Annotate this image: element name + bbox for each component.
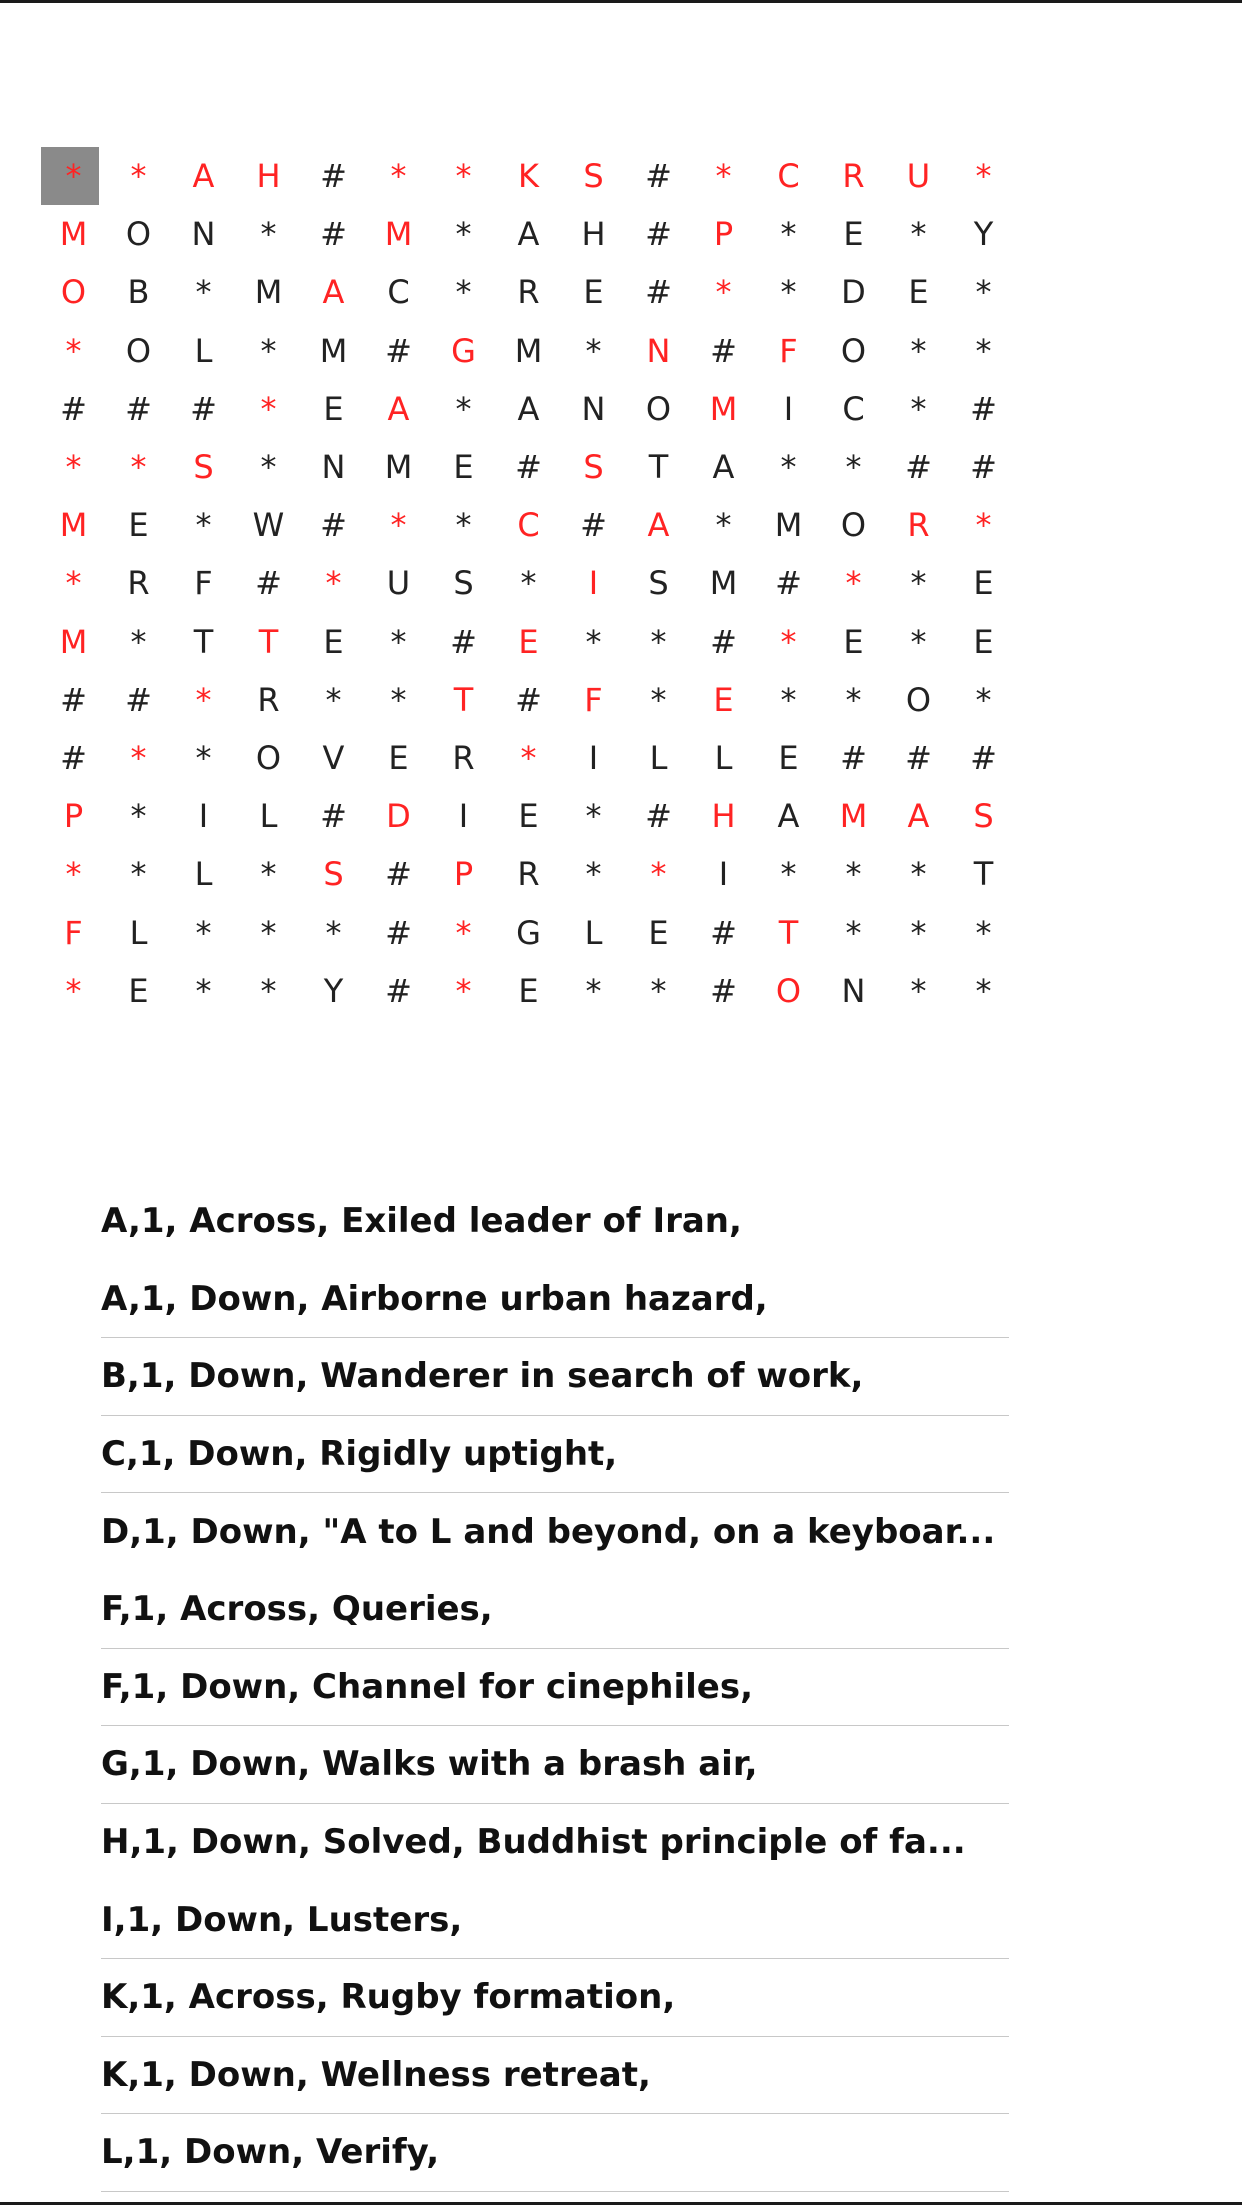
grid-cell[interactable]: A (777, 797, 800, 836)
grid-cell[interactable]: O (125, 331, 152, 370)
grid-cell[interactable]: * (650, 622, 667, 661)
crossword-grid[interactable] (41, 147, 1016, 1020)
clue-text: I,1, Down, Lusters, (101, 1899, 463, 1940)
grid-cell[interactable]: O (840, 506, 867, 545)
grid-cell[interactable]: # (905, 448, 932, 487)
grid-cell[interactable]: * (715, 157, 732, 196)
grid-cell[interactable]: M (59, 506, 88, 545)
grid-cell[interactable]: F (64, 913, 83, 952)
grid-cell[interactable]: S (973, 797, 994, 836)
grid-cell[interactable]: S (453, 564, 474, 603)
grid-cell[interactable]: T (453, 680, 474, 719)
clue-item[interactable] (101, 1804, 1009, 1882)
grid-cell[interactable]: * (130, 448, 147, 487)
grid-cell[interactable]: L (129, 913, 148, 952)
clue-text: F,1, Across, Queries, (101, 1589, 493, 1630)
grid-cell[interactable]: * (195, 273, 212, 312)
grid-cell[interactable]: T (778, 913, 799, 952)
grid-cell[interactable]: # (320, 215, 347, 254)
grid-cell[interactable]: # (320, 797, 347, 836)
clue-item[interactable] (101, 1183, 1009, 1261)
clue-item[interactable] (101, 2037, 1009, 2115)
grid-cell[interactable]: R (842, 157, 865, 196)
grid-cell[interactable]: * (195, 738, 212, 777)
grid-cell[interactable]: # (645, 273, 672, 312)
grid-cell[interactable]: * (455, 389, 472, 428)
clue-item[interactable] (101, 1959, 1009, 2037)
grid-cell[interactable]: U (386, 564, 411, 603)
grid-cell[interactable]: # (320, 506, 347, 545)
clue-text: K,1, Down, Wellness retreat, (101, 2054, 651, 2095)
grid-cell[interactable]: I (458, 797, 469, 836)
grid-cell[interactable]: H (711, 797, 736, 836)
grid-cell[interactable]: E (518, 971, 539, 1010)
grid-cell[interactable]: * (975, 913, 992, 952)
grid-cell[interactable]: * (845, 913, 862, 952)
grid-cell[interactable]: I (783, 389, 794, 428)
grid-cell[interactable]: L (649, 738, 668, 777)
grid-cell[interactable]: O (645, 389, 672, 428)
clue-text: L,1, Down, Verify, (101, 2132, 440, 2173)
grid-cell[interactable]: * (975, 331, 992, 370)
grid-cell[interactable]: * (195, 913, 212, 952)
grid-cell[interactable]: # (515, 448, 542, 487)
grid-cell[interactable]: D (386, 797, 411, 836)
grid-cell[interactable]: # (320, 157, 347, 196)
clue-item[interactable] (101, 1493, 1009, 1571)
grid-cell[interactable]: * (910, 622, 927, 661)
grid-cell[interactable]: Y (973, 215, 994, 254)
grid-cell[interactable]: # (970, 448, 997, 487)
clue-item[interactable] (101, 1261, 1009, 1339)
grid-cell[interactable]: H (581, 215, 606, 254)
grid-cell[interactable]: E (323, 389, 344, 428)
grid-cell[interactable]: M (774, 506, 803, 545)
grid-cell[interactable]: L (584, 913, 603, 952)
grid-cell[interactable]: * (585, 855, 602, 894)
grid-cell[interactable]: # (125, 680, 152, 719)
grid-cell[interactable]: # (125, 389, 152, 428)
grid-cell[interactable]: * (260, 331, 277, 370)
grid-cell[interactable]: # (385, 331, 412, 370)
grid-cell[interactable]: N (646, 331, 671, 370)
grid-cell[interactable]: Y (323, 971, 344, 1010)
grid-cell[interactable]: M (709, 564, 738, 603)
grid-cell[interactable]: * (780, 855, 797, 894)
grid-cell[interactable]: # (60, 680, 87, 719)
grid-cell[interactable]: # (385, 855, 412, 894)
grid-cell[interactable]: F (194, 564, 213, 603)
clue-text: G,1, Down, Walks with a brash air, (101, 1744, 758, 1785)
grid-cell[interactable]: T (193, 622, 214, 661)
grid-cell[interactable]: * (65, 448, 82, 487)
clue-text: B,1, Down, Wanderer in search of work, (101, 1356, 864, 1397)
clue-item[interactable] (101, 1649, 1009, 1727)
grid-cell[interactable]: C (777, 157, 800, 196)
clue-item[interactable] (101, 1881, 1009, 1959)
grid-cell[interactable]: E (778, 738, 799, 777)
grid-cell[interactable]: S (583, 157, 604, 196)
grid-cell[interactable]: * (260, 215, 277, 254)
grid-cell[interactable]: N (321, 448, 346, 487)
clue-text: A,1, Down, Airborne urban hazard, (101, 1278, 768, 1319)
grid-cell[interactable]: * (780, 215, 797, 254)
grid-cell[interactable]: E (518, 797, 539, 836)
clue-item[interactable] (101, 1416, 1009, 1494)
grid-cell[interactable]: N (581, 389, 606, 428)
grid-cell[interactable]: * (650, 971, 667, 1010)
grid-cell[interactable]: I (588, 564, 599, 603)
grid-cell[interactable]: S (583, 448, 604, 487)
grid-cell[interactable]: * (910, 913, 927, 952)
grid-cell[interactable]: * (650, 680, 667, 719)
clue-text: K,1, Across, Rugby formation, (101, 1977, 676, 2018)
grid-cell[interactable]: M (709, 389, 738, 428)
grid-cell[interactable]: O (255, 738, 282, 777)
grid-cell[interactable]: A (712, 448, 735, 487)
grid-cell[interactable]: A (907, 797, 930, 836)
grid-cell[interactable]: # (580, 506, 607, 545)
grid-cell[interactable]: L (194, 855, 213, 894)
grid-cell[interactable]: * (195, 680, 212, 719)
grid-cell[interactable]: C (517, 506, 540, 545)
grid-cell[interactable]: E (843, 215, 864, 254)
grid-cell[interactable]: * (260, 855, 277, 894)
grid-cell[interactable]: M (839, 797, 868, 836)
grid-cell[interactable]: # (60, 738, 87, 777)
grid-cell[interactable]: A (322, 273, 345, 312)
grid-cell[interactable]: T (258, 622, 279, 661)
grid-cell[interactable]: * (845, 564, 862, 603)
clue-text: A,1, Across, Exiled leader of Iran, (101, 1201, 742, 1242)
grid-cell[interactable]: E (973, 564, 994, 603)
grid-cell[interactable]: * (455, 157, 472, 196)
grid-cell[interactable]: # (385, 971, 412, 1010)
grid-cell[interactable]: * (390, 157, 407, 196)
clue-item[interactable] (101, 2114, 1009, 2192)
grid-cell[interactable]: T (648, 448, 669, 487)
grid-cell[interactable]: I (198, 797, 209, 836)
grid-cell[interactable]: * (845, 680, 862, 719)
grid-cell[interactable]: E (128, 971, 149, 1010)
grid-cell[interactable]: * (780, 622, 797, 661)
grid-cell[interactable]: * (975, 680, 992, 719)
grid-cell[interactable]: * (260, 913, 277, 952)
grid-cell[interactable]: O (775, 971, 802, 1010)
top-divider (0, 0, 1242, 3)
grid-cell[interactable]: K (518, 157, 539, 196)
grid-cell[interactable]: E (713, 680, 734, 719)
grid-cell[interactable]: * (975, 506, 992, 545)
grid-cell[interactable]: * (780, 448, 797, 487)
grid-cell[interactable]: F (584, 680, 603, 719)
grid-cell[interactable]: A (647, 506, 670, 545)
grid-cell[interactable]: M (59, 215, 88, 254)
grid-cell[interactable]: * (715, 273, 732, 312)
grid-cell[interactable]: * (260, 971, 277, 1010)
grid-cell[interactable]: # (255, 564, 282, 603)
clue-text: F,1, Down, Channel for cinephiles, (101, 1666, 753, 1707)
grid-cell[interactable]: T (973, 855, 994, 894)
grid-cell[interactable]: * (585, 797, 602, 836)
grid-cell[interactable]: * (260, 389, 277, 428)
clue-item[interactable] (101, 1571, 1009, 1649)
grid-cell[interactable]: E (843, 622, 864, 661)
clue-text: C,1, Down, Rigidly uptight, (101, 1434, 618, 1475)
grid-cell[interactable]: * (455, 215, 472, 254)
grid-cell[interactable]: * (585, 331, 602, 370)
grid-cell[interactable]: S (323, 855, 344, 894)
clue-item[interactable] (101, 1726, 1009, 1804)
grid-cell[interactable]: I (588, 738, 599, 777)
grid-cell[interactable]: * (910, 564, 927, 603)
grid-cell[interactable]: R (517, 273, 540, 312)
grid-cell[interactable]: * (910, 215, 927, 254)
grid-cell[interactable]: * (975, 273, 992, 312)
grid-cell[interactable]: * (65, 855, 82, 894)
grid-cell[interactable]: E (583, 273, 604, 312)
grid-cell[interactable]: R (127, 564, 150, 603)
grid-cell[interactable]: A (387, 389, 410, 428)
grid-cell[interactable]: S (193, 448, 214, 487)
grid-cell[interactable]: * (845, 448, 862, 487)
grid-cell[interactable]: * (65, 564, 82, 603)
grid-cell[interactable]: A (192, 157, 215, 196)
grid-cell[interactable]: C (842, 389, 865, 428)
grid-cell[interactable]: E (648, 913, 669, 952)
grid-cell[interactable]: * (130, 738, 147, 777)
grid-cell[interactable]: A (517, 215, 540, 254)
grid-cell[interactable]: * (715, 506, 732, 545)
grid-cell[interactable]: * (520, 738, 537, 777)
grid-cell[interactable]: F (779, 331, 798, 370)
grid-cell[interactable]: * (130, 797, 147, 836)
grid-cell[interactable]: O (60, 273, 87, 312)
grid-cell[interactable]: N (841, 971, 866, 1010)
grid-cell[interactable]: # (710, 331, 737, 370)
grid-cell[interactable]: * (130, 157, 147, 196)
grid-cell[interactable]: * (780, 680, 797, 719)
grid-cell[interactable]: # (710, 913, 737, 952)
clue-list (101, 1183, 1009, 2192)
grid-cell[interactable]: P (63, 797, 84, 836)
grid-cell[interactable]: * (585, 971, 602, 1010)
grid-cell[interactable]: R (907, 506, 930, 545)
grid-cell[interactable]: E (908, 273, 929, 312)
grid-cell[interactable]: * (910, 855, 927, 894)
grid-cell[interactable]: P (453, 855, 474, 894)
grid-cell[interactable]: D (841, 273, 866, 312)
grid-cell[interactable]: * (455, 506, 472, 545)
grid-cell[interactable]: * (780, 273, 797, 312)
grid-cell[interactable]: # (515, 680, 542, 719)
grid-cell[interactable]: M (254, 273, 283, 312)
grid-cell[interactable]: R (452, 738, 475, 777)
grid-cell[interactable]: M (59, 622, 88, 661)
grid-cell[interactable]: N (191, 215, 216, 254)
grid-cell[interactable]: * (65, 971, 82, 1010)
grid-cell[interactable]: E (128, 506, 149, 545)
grid-cell[interactable]: O (125, 215, 152, 254)
grid-cell[interactable]: * (455, 913, 472, 952)
grid-cell[interactable]: * (390, 506, 407, 545)
clue-text: D,1, Down, "A to L and beyond, on a keyboar... (101, 1511, 996, 1552)
grid-cell[interactable]: W (252, 506, 285, 545)
grid-cell[interactable]: * (41, 147, 106, 205)
grid-cell[interactable]: V (322, 738, 345, 777)
grid-cell[interactable]: * (910, 389, 927, 428)
grid-cell[interactable]: * (325, 680, 342, 719)
grid-cell[interactable]: G (451, 331, 476, 370)
grid-cell[interactable]: P (713, 215, 734, 254)
grid-cell[interactable]: # (190, 389, 217, 428)
grid-cell[interactable]: I (718, 855, 729, 894)
grid-cell[interactable]: * (65, 331, 82, 370)
grid-cell[interactable]: R (257, 680, 280, 719)
grid-cell[interactable]: L (714, 738, 733, 777)
grid-cell[interactable]: O (840, 331, 867, 370)
clue-text: H,1, Down, Solved, Buddhist principle of fa... (101, 1822, 966, 1863)
grid-cell[interactable]: # (970, 389, 997, 428)
grid-cell[interactable]: * (325, 564, 342, 603)
grid-cell[interactable]: # (645, 215, 672, 254)
grid-cell[interactable]: H (256, 157, 281, 196)
grid-cell[interactable]: # (645, 797, 672, 836)
grid-cell[interactable]: * (845, 855, 862, 894)
grid-cell[interactable]: * (195, 971, 212, 1010)
grid-cell[interactable]: * (520, 564, 537, 603)
grid-cell[interactable]: L (259, 797, 278, 836)
grid-cell[interactable]: E (973, 622, 994, 661)
grid-cell[interactable]: # (450, 622, 477, 661)
grid-cell[interactable]: M (514, 331, 543, 370)
grid-cell[interactable]: M (319, 331, 348, 370)
grid-cell[interactable]: # (710, 622, 737, 661)
grid-cell[interactable]: * (390, 622, 407, 661)
grid-cell[interactable]: G (516, 913, 541, 952)
grid-cell[interactable]: * (910, 331, 927, 370)
grid-cell[interactable]: # (775, 564, 802, 603)
grid-cell[interactable]: E (388, 738, 409, 777)
grid-cell[interactable]: * (260, 448, 277, 487)
grid-cell[interactable]: * (130, 855, 147, 894)
grid-cell[interactable]: * (585, 622, 602, 661)
grid-cell[interactable]: * (650, 855, 667, 894)
grid-cell[interactable]: # (60, 389, 87, 428)
grid-cell[interactable]: U (906, 157, 931, 196)
grid-cell[interactable]: * (455, 971, 472, 1010)
grid-cell[interactable]: E (453, 448, 474, 487)
grid-cell[interactable]: * (130, 622, 147, 661)
grid-cell[interactable]: O (905, 680, 932, 719)
grid-cell[interactable]: L (194, 331, 213, 370)
grid-cell[interactable]: # (645, 157, 672, 196)
grid-cell[interactable]: E (323, 622, 344, 661)
grid-cell[interactable]: # (385, 913, 412, 952)
grid-cell[interactable]: C (387, 273, 410, 312)
grid-cell[interactable]: # (905, 738, 932, 777)
grid-cell[interactable]: * (975, 971, 992, 1010)
grid-cell[interactable]: # (710, 971, 737, 1010)
grid-cell[interactable]: B (127, 273, 150, 312)
grid-cell[interactable]: R (517, 855, 540, 894)
clue-item[interactable] (101, 1338, 1009, 1416)
grid-cell[interactable]: * (910, 971, 927, 1010)
grid-cell[interactable]: * (975, 157, 992, 196)
grid-cell[interactable]: S (648, 564, 669, 603)
grid-cell[interactable]: A (517, 389, 540, 428)
grid-cell[interactable]: M (384, 215, 413, 254)
grid-cell[interactable]: # (840, 738, 867, 777)
grid-cell[interactable]: * (390, 680, 407, 719)
grid-cell[interactable]: M (384, 448, 413, 487)
grid-cell[interactable]: * (325, 913, 342, 952)
grid-cell[interactable]: # (970, 738, 997, 777)
grid-cell[interactable]: * (455, 273, 472, 312)
grid-cell[interactable]: E (518, 622, 539, 661)
bottom-divider (0, 2202, 1242, 2205)
grid-cell[interactable]: * (195, 506, 212, 545)
